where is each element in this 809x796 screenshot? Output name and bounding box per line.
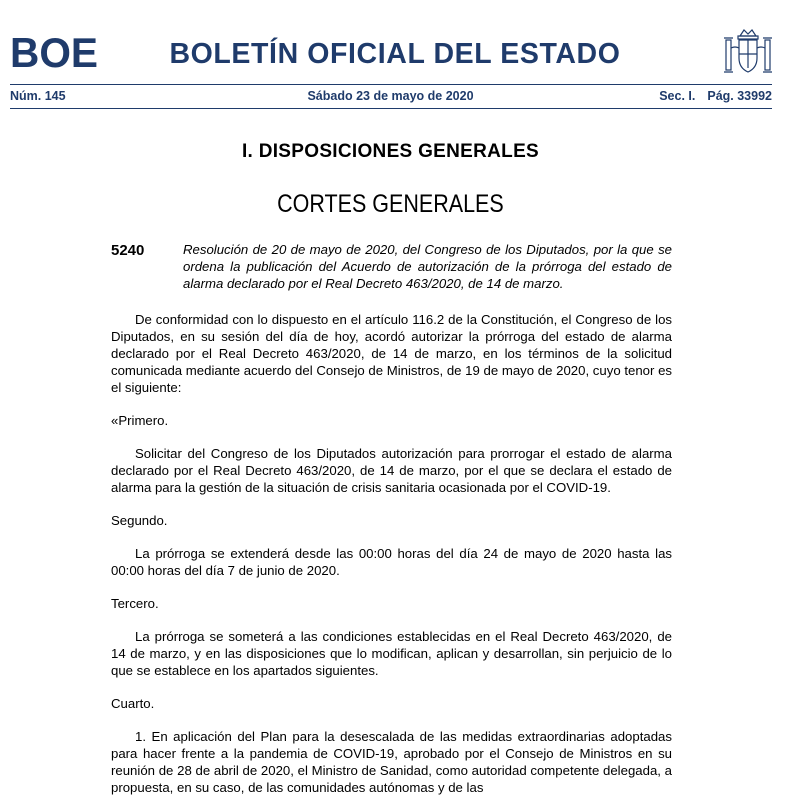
- organization-title: CORTES GENERALES: [277, 190, 504, 218]
- article-heading-cuarto: Cuarto.: [111, 696, 155, 711]
- paragraph: De conformidad con lo dispuesto en el artículo 116.2 de la Constitución, el Congreso de los Diputados, en su sesión del día de hoy, acordó autorizar la prórroga del estado de alarma declarado por el Real Decreto 463/2020, de 14 de marzo, en los términos de la solicitud comunicada mediante acuerdo del Consejo de Ministros, de 19 de mayo de 2020, cuyo tenor es el siguiente:: [111, 312, 672, 395]
- article-heading-primero: «Primero.: [111, 413, 169, 428]
- paragraph: 1. En aplicación del Plan para la desescalada de las medidas extraordinarias adoptadas para hacer frente a la pandemia de COVID-19, aprobado por el Consejo de Ministros en su reunión de 28 de abril de 2020, el Ministro de Sanidad, como autoridad competente delegada, a propuesta, en su caso, de las comunidades autónomas y de las: [111, 729, 672, 795]
- document-number: 5240: [111, 242, 145, 259]
- header-bottom-rule: [10, 108, 772, 109]
- paragraph: La prórroga se extenderá desde las 00:00 horas del día 24 de mayo de 2020 hasta las 00:00 horas del día 7 de junio de 2020.: [111, 546, 672, 578]
- masthead-title: BOLETÍN OFICIAL DEL ESTADO: [169, 38, 621, 70]
- document-summary: Resolución de 20 de mayo de 2020, del Congreso de los Diputados, por la que se ordena la publicación del Acuerdo de autorización de la prórroga del estado de alarma declarado por el Real Decreto 463/2020, de 14 de marzo.: [183, 242, 672, 291]
- spanish-coat-of-arms-icon: [722, 28, 774, 76]
- issue-date: Sábado 23 de mayo de 2020: [307, 89, 474, 103]
- document-body: [111, 311, 672, 796]
- article-heading-segundo: Segundo.: [111, 513, 168, 528]
- page-number: Pág. 33992: [707, 89, 772, 103]
- paragraph: Solicitar del Congreso de los Diputados autorización para prorrogar el estado de alarma declarado por el Real Decreto 463/2020, de 14 de marzo, por el que se declara el estado de alarma para la gestión de la situación de crisis sanitaria ocasionada por el COVID-19.: [111, 446, 672, 495]
- article-heading-tercero: Tercero.: [111, 596, 159, 611]
- logo-text: BOE: [10, 33, 98, 71]
- section-page-info: [647, 89, 772, 103]
- section-label: Sec. I.: [659, 89, 696, 103]
- issue-number: Núm. 145: [10, 89, 66, 103]
- section-title: I. DISPOSICIONES GENERALES: [241, 141, 540, 162]
- paragraph: La prórroga se someterá a las condiciones establecidas en el Real Decreto 463/2020, de 14 de marzo, y en las disposiciones que lo modifican, aplican y desarrollan, sin perjuicio de lo que se establece en los apartados siguientes.: [111, 629, 672, 678]
- page-header: [0, 0, 809, 110]
- boe-logo: [10, 33, 98, 71]
- header-top-rule: [10, 84, 772, 85]
